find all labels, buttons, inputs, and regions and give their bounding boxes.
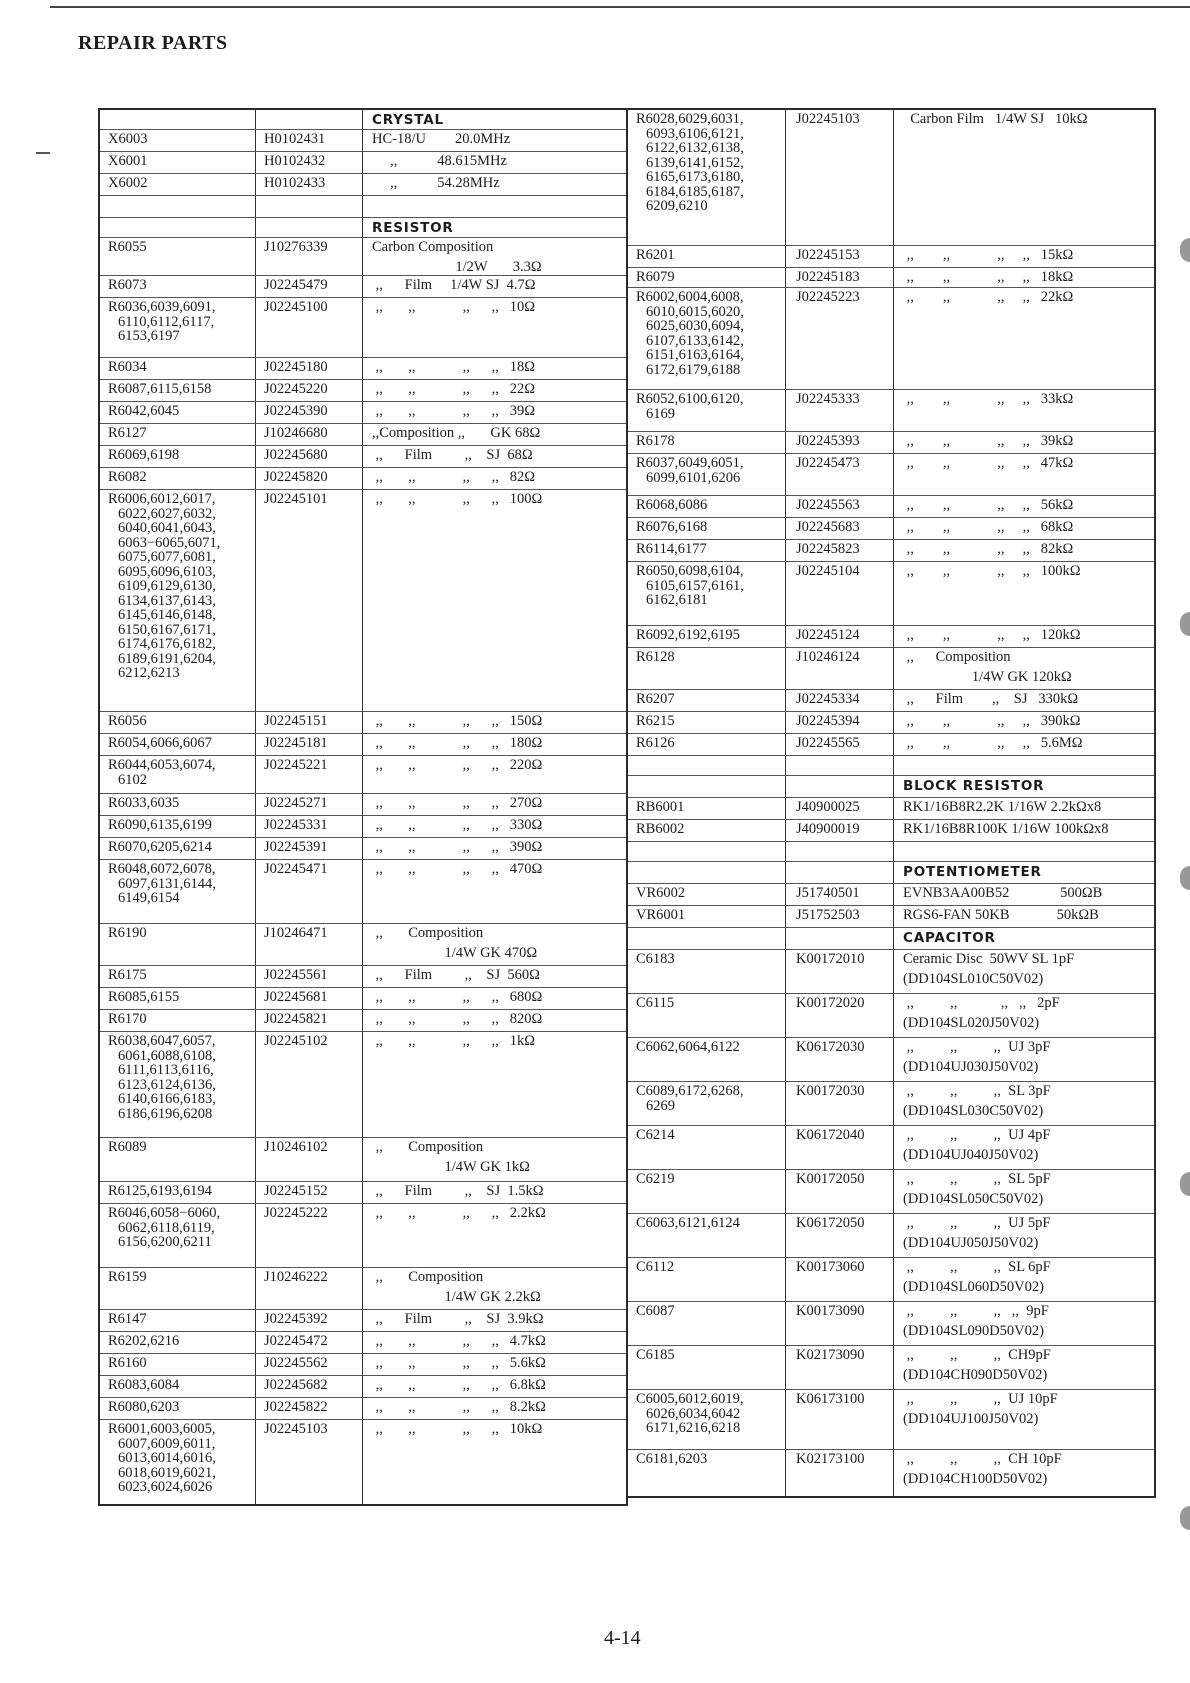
parts-row (100, 1204, 626, 1268)
part-number: J02245103 (796, 111, 860, 127)
parts-row (100, 1354, 626, 1376)
part-number: H0102432 (264, 153, 326, 169)
part-ref: R6070,6205,6214 (108, 839, 212, 855)
parts-row (628, 1258, 1154, 1302)
part-description: ,, ,, ,, ,, 56kΩ (903, 497, 1074, 513)
part-description: ,, ,, ,, SL 6pF (DD104SL060D50V02) (903, 1259, 1051, 1295)
parts-row (100, 1332, 626, 1354)
part-number: K06173100 (796, 1391, 865, 1407)
parts-row (100, 402, 626, 424)
part-description: ,, 54.28MHz (372, 175, 500, 191)
part-number: J10246471 (264, 925, 328, 941)
part-number: J02245183 (796, 269, 860, 285)
part-description: RK1/16B8R2.2K 1/16W 2.2kΩx8 (903, 799, 1102, 815)
section-title: CAPACITOR (903, 930, 996, 946)
part-number: J10246102 (264, 1139, 328, 1155)
parts-row (628, 884, 1154, 906)
part-ref: R6076,6168 (636, 519, 708, 535)
part-number: K00172020 (796, 995, 865, 1011)
part-description: ,, Composition 1/4W GK 120kΩ (903, 649, 1072, 685)
part-ref: RB6002 (636, 821, 685, 837)
part-ref: R6082 (108, 469, 147, 485)
parts-row (628, 562, 1154, 626)
part-number: J02245220 (264, 381, 328, 397)
part-description: ,, ,, ,, ,, 680Ω (372, 989, 543, 1005)
parts-row (628, 1082, 1154, 1126)
parts-row (628, 734, 1154, 756)
part-number: J02245333 (796, 391, 860, 407)
part-number: J51740501 (796, 885, 860, 901)
part-description: ,, ,, ,, ,, 5.6MΩ (903, 735, 1083, 751)
part-ref: C6112 (636, 1259, 675, 1275)
binding-hole (1180, 866, 1190, 890)
part-description: ,, ,, ,, ,, 150Ω (372, 713, 543, 729)
part-ref: R6055 (108, 239, 147, 255)
part-description: ,, Film ,, SJ 1.5kΩ (372, 1183, 544, 1199)
part-description: Ceramic Disc 50WV SL 1pF (DD104SL010C50V02) (903, 951, 1075, 987)
page-title: REPAIR PARTS (78, 32, 228, 54)
parts-row (100, 424, 626, 446)
parts-row (100, 794, 626, 816)
part-ref: R6080,6203 (108, 1399, 180, 1415)
part-number: K00173060 (796, 1259, 865, 1275)
part-description: ,, ,, ,, ,, 470Ω (372, 861, 543, 877)
part-ref: R6037,6049,6051, 6099,6101,6206 (636, 455, 744, 486)
parts-row (100, 924, 626, 966)
parts-row (100, 130, 626, 152)
part-ref: R6054,6066,6067 (108, 735, 212, 751)
parts-row (100, 380, 626, 402)
parts-row (100, 1376, 626, 1398)
parts-row (628, 1170, 1154, 1214)
parts-row (100, 712, 626, 734)
part-description: ,, ,, ,, ,, 1kΩ (372, 1033, 536, 1049)
part-number: K00172050 (796, 1171, 865, 1187)
part-number: J02245223 (796, 289, 860, 305)
section-header-row (628, 776, 1154, 798)
part-number: J40900025 (796, 799, 860, 815)
parts-row (100, 988, 626, 1010)
part-description: Carbon Film 1/4W SJ 10kΩ (903, 111, 1088, 127)
part-ref: C6183 (636, 951, 675, 967)
part-description: ,, ,, ,, ,, 68kΩ (903, 519, 1074, 535)
section-title: BLOCK RESISTOR (903, 778, 1045, 794)
part-number: J02245390 (264, 403, 328, 419)
part-ref: R6127 (108, 425, 147, 441)
part-description: ,, Film ,, SJ 560Ω (372, 967, 540, 983)
parts-row (100, 838, 626, 860)
part-ref: R6090,6135,6199 (108, 817, 212, 833)
part-description: ,, ,, ,, ,, 390Ω (372, 839, 543, 855)
parts-row (100, 816, 626, 838)
part-ref: R6089 (108, 1139, 147, 1155)
parts-row (100, 1268, 626, 1310)
part-number: K06172040 (796, 1127, 865, 1143)
part-description: ,, ,, ,, ,, 6.8kΩ (372, 1377, 546, 1393)
part-number: K00173090 (796, 1303, 865, 1319)
parts-row (628, 1214, 1154, 1258)
section-title: RESISTOR (372, 220, 454, 236)
part-ref: C6185 (636, 1347, 675, 1363)
part-number: J02245821 (264, 1011, 328, 1027)
parts-row (628, 1126, 1154, 1170)
parts-row (628, 1038, 1154, 1082)
section-title: CRYSTAL (372, 112, 444, 128)
part-number: J02245473 (796, 455, 860, 471)
part-number: J02245221 (264, 757, 328, 773)
parts-row (628, 690, 1154, 712)
part-number: J02245181 (264, 735, 328, 751)
part-ref: R6028,6029,6031, 6093,6106,6121, 6122,6132,6138, 6139,6141,6152, 6165,6173,6180, 6184,6185,6187, 6209,6210 (636, 111, 744, 214)
part-number: K02173090 (796, 1347, 865, 1363)
part-number: J02245562 (264, 1355, 328, 1371)
part-description: EVNB3AA00B52 500ΩB (903, 885, 1103, 901)
parts-row (100, 490, 626, 712)
part-number: J02245820 (264, 469, 328, 485)
part-description: ,,Composition ,, GK 68Ω (372, 425, 541, 441)
part-ref: R6114,6177 (636, 541, 707, 557)
page-number: 4-14 (604, 1627, 641, 1649)
part-number: H0102431 (264, 131, 326, 147)
parts-row (100, 238, 626, 276)
part-number: J10246124 (796, 649, 860, 665)
part-ref: R6085,6155 (108, 989, 180, 1005)
part-number: J02245104 (796, 563, 860, 579)
part-number: J10246680 (264, 425, 328, 441)
part-description: ,, ,, ,, SL 3pF (DD104SL030C50V02) (903, 1083, 1051, 1119)
part-number: J02245681 (264, 989, 328, 1005)
part-ref: X6003 (108, 131, 148, 147)
part-description: ,, ,, ,, ,, 22kΩ (903, 289, 1074, 305)
parts-row (100, 174, 626, 196)
part-number: J02245471 (264, 861, 328, 877)
part-number: J02245103 (264, 1421, 328, 1437)
part-description: ,, Film 1/4W SJ 4.7Ω (372, 277, 536, 293)
parts-row (100, 1138, 626, 1182)
part-ref: R6048,6072,6078, 6097,6131,6144, 6149,6154 (108, 861, 216, 906)
part-ref: C6181,6203 (636, 1451, 708, 1467)
section-title: POTENTIOMETER (903, 864, 1042, 880)
part-number: J02245823 (796, 541, 860, 557)
part-ref: R6056 (108, 713, 147, 729)
part-description: ,, ,, ,, ,, 2.2kΩ (372, 1205, 546, 1221)
part-description: RK1/16B8R100K 1/16W 100kΩx8 (903, 821, 1109, 837)
part-ref: R6190 (108, 925, 147, 941)
part-ref: C6089,6172,6268, 6269 (636, 1083, 744, 1114)
parts-row (628, 950, 1154, 994)
part-number: J02245822 (264, 1399, 328, 1415)
parts-row (100, 734, 626, 756)
part-ref: R6159 (108, 1269, 147, 1285)
part-description: ,, ,, ,, ,, 4.7kΩ (372, 1333, 546, 1349)
part-ref: R6052,6100,6120, 6169 (636, 391, 744, 422)
top-rule (50, 6, 1190, 8)
binding-hole (1180, 1506, 1190, 1530)
parts-row (628, 1450, 1154, 1496)
part-description: ,, ,, ,, ,, 22Ω (372, 381, 536, 397)
part-number: K06172030 (796, 1039, 865, 1055)
part-description: Carbon Composition 1/2W 3.3Ω (372, 239, 542, 275)
part-description: ,, Composition 1/4W GK 470Ω (372, 925, 538, 961)
part-ref: R6034 (108, 359, 147, 375)
part-ref: C6219 (636, 1171, 675, 1187)
part-ref: C6214 (636, 1127, 675, 1143)
part-description: ,, ,, ,, ,, 220Ω (372, 757, 543, 773)
parts-row (628, 432, 1154, 454)
part-ref: R6175 (108, 967, 147, 983)
part-number: J02245331 (264, 817, 328, 833)
part-ref: R6207 (636, 691, 675, 707)
part-number: J02245393 (796, 433, 860, 449)
part-description: ,, Film ,, SJ 68Ω (372, 447, 533, 463)
part-number: J02245392 (264, 1311, 328, 1327)
parts-row (100, 1398, 626, 1420)
part-description: ,, ,, ,, ,, 390kΩ (903, 713, 1081, 729)
part-description: ,, Composition 1/4W GK 1kΩ (372, 1139, 530, 1175)
part-ref: RB6001 (636, 799, 685, 815)
parts-row (628, 1390, 1154, 1450)
part-ref: R6147 (108, 1311, 147, 1327)
part-description: ,, ,, ,, ,, 180Ω (372, 735, 543, 751)
parts-row (628, 268, 1154, 288)
part-description: ,, ,, ,, SL 5pF (DD104SL050C50V02) (903, 1171, 1051, 1207)
part-number: J02245151 (264, 713, 328, 729)
parts-row (628, 648, 1154, 690)
part-ref: R6038,6047,6057, 6061,6088,6108, 6111,6113,6116, 6123,6124,6136, 6140,6166,6183, 6186,6196,6208 (108, 1033, 216, 1122)
section-header-row (100, 218, 626, 238)
part-ref: X6002 (108, 175, 148, 191)
part-ref: R6044,6053,6074, 6102 (108, 757, 216, 788)
part-number: J02245683 (796, 519, 860, 535)
part-ref: R6160 (108, 1355, 147, 1371)
part-number: J02245479 (264, 277, 328, 293)
parts-row (100, 1032, 626, 1138)
part-description: ,, ,, ,, ,, 5.6kΩ (372, 1355, 546, 1371)
part-number: J40900019 (796, 821, 860, 837)
part-description: ,, ,, ,, UJ 4pF (DD104UJ040J50V02) (903, 1127, 1051, 1163)
part-description: ,, ,, ,, ,, 15kΩ (903, 247, 1074, 263)
part-ref: R6087,6115,6158 (108, 381, 212, 397)
part-number: J02245561 (264, 967, 328, 983)
part-description: ,, ,, ,, ,, 9pF (DD104SL090D50V02) (903, 1303, 1049, 1339)
part-ref: R6001,6003,6005, 6007,6009,6011, 6013,6014,6016, 6018,6019,6021, 6023,6024,6026 (108, 1421, 216, 1495)
part-number: J51752503 (796, 907, 860, 923)
part-number: J02245152 (264, 1183, 328, 1199)
parts-row (628, 798, 1154, 820)
part-ref: R6046,6058−6060, 6062,6118,6119, 6156,6200,6211 (108, 1205, 221, 1250)
binding-hole (1180, 1172, 1190, 1196)
parts-row (100, 1010, 626, 1032)
part-number: J02245563 (796, 497, 860, 513)
part-description: RGS6-FAN 50KB 50kΩB (903, 907, 1099, 923)
parts-table-right (626, 108, 1156, 1498)
part-number: J02245101 (264, 491, 328, 507)
part-ref: R6125,6193,6194 (108, 1183, 212, 1199)
parts-table-left (98, 108, 628, 1506)
part-number: J02245222 (264, 1205, 328, 1221)
part-description: ,, ,, ,, ,, 82Ω (372, 469, 536, 485)
parts-row (628, 1302, 1154, 1346)
section-header-row (628, 862, 1154, 884)
part-number: J02245153 (796, 247, 860, 263)
part-number: J10246222 (264, 1269, 328, 1285)
part-description: ,, ,, ,, ,, 18kΩ (903, 269, 1074, 285)
part-description: ,, ,, ,, UJ 10pF (DD104UJ100J50V02) (903, 1391, 1058, 1427)
parts-row (628, 842, 1154, 862)
part-number: J02245472 (264, 1333, 328, 1349)
parts-row (100, 1420, 626, 1504)
part-description: ,, ,, ,, ,, 10Ω (372, 299, 536, 315)
part-description: ,, ,, ,, ,, 2pF (DD104SL020J50V02) (903, 995, 1060, 1031)
parts-row (628, 518, 1154, 540)
parts-row (100, 152, 626, 174)
parts-row (628, 712, 1154, 734)
part-description: ,, ,, ,, ,, 39Ω (372, 403, 536, 419)
part-number: H0102433 (264, 175, 326, 191)
binding-hole (1180, 612, 1190, 636)
part-number: J02245124 (796, 627, 860, 643)
part-number: K00172030 (796, 1083, 865, 1099)
part-description: HC-18/U 20.0MHz (372, 131, 511, 147)
part-description: ,, ,, ,, ,, 330Ω (372, 817, 543, 833)
parts-row (100, 358, 626, 380)
parts-row (100, 276, 626, 298)
part-description: ,, ,, ,, CH 10pF (DD104CH100D50V02) (903, 1451, 1062, 1487)
part-ref: VR6001 (636, 907, 686, 923)
part-number: J10276339 (264, 239, 328, 255)
parts-row (100, 1182, 626, 1204)
part-description: ,, ,, ,, UJ 5pF (DD104UJ050J50V02) (903, 1215, 1051, 1251)
part-ref: R6178 (636, 433, 675, 449)
part-description: ,, Film ,, SJ 3.9kΩ (372, 1311, 544, 1327)
part-ref: C6087 (636, 1303, 675, 1319)
section-header-row (628, 928, 1154, 950)
parts-row (628, 390, 1154, 432)
part-number: J02245391 (264, 839, 328, 855)
part-description: ,, ,, ,, ,, 47kΩ (903, 455, 1074, 471)
part-number: J02245271 (264, 795, 328, 811)
parts-row (100, 1310, 626, 1332)
part-ref: R6033,6035 (108, 795, 180, 811)
part-description: ,, ,, ,, ,, 8.2kΩ (372, 1399, 546, 1415)
part-description: ,, ,, ,, ,, 10kΩ (372, 1421, 543, 1437)
part-ref: R6042,6045 (108, 403, 180, 419)
parts-row (100, 860, 626, 924)
part-description: ,, ,, ,, ,, 39kΩ (903, 433, 1074, 449)
parts-row (628, 756, 1154, 776)
section-header-row (100, 110, 626, 130)
part-ref: R6050,6098,6104, 6105,6157,6161, 6162,6181 (636, 563, 744, 608)
part-description: ,, ,, ,, ,, 120kΩ (903, 627, 1081, 643)
parts-row (628, 1346, 1154, 1390)
part-ref: R6201 (636, 247, 675, 263)
part-ref: R6002,6004,6008, 6010,6015,6020, 6025,6030,6094, 6107,6133,6142, 6151,6163,6164, 6172,6179,6188 (636, 289, 744, 378)
parts-row (628, 110, 1154, 246)
parts-row (628, 906, 1154, 928)
part-description: ,, ,, ,, UJ 3pF (DD104UJ030J50V02) (903, 1039, 1051, 1075)
part-ref: R6069,6198 (108, 447, 180, 463)
part-ref: R6036,6039,6091, 6110,6112,6117, 6153,6197 (108, 299, 216, 344)
part-ref: R6083,6084 (108, 1377, 180, 1393)
part-number: J02245180 (264, 359, 328, 375)
part-number: J02245334 (796, 691, 860, 707)
part-ref: X6001 (108, 153, 148, 169)
part-ref: R6170 (108, 1011, 147, 1027)
part-number: K06172050 (796, 1215, 865, 1231)
part-ref: R6126 (636, 735, 675, 751)
part-description: ,, Film ,, SJ 330kΩ (903, 691, 1079, 707)
part-description: ,, ,, ,, ,, 820Ω (372, 1011, 543, 1027)
parts-row (100, 298, 626, 358)
part-description: ,, ,, ,, ,, 18Ω (372, 359, 536, 375)
part-number: J02245565 (796, 735, 860, 751)
part-ref: VR6002 (636, 885, 686, 901)
parts-row (628, 246, 1154, 268)
part-description: ,, ,, ,, ,, 100Ω (372, 491, 543, 507)
part-description: ,, ,, ,, CH9pF (DD104CH090D50V02) (903, 1347, 1051, 1383)
parts-row (628, 820, 1154, 842)
parts-row (100, 468, 626, 490)
part-ref: R6202,6216 (108, 1333, 180, 1349)
part-number: J02245394 (796, 713, 860, 729)
part-description: ,, ,, ,, ,, 270Ω (372, 795, 543, 811)
part-ref: R6073 (108, 277, 147, 293)
parts-row (628, 288, 1154, 390)
part-ref: C6005,6012,6019, 6026,6034,6042 6171,6216,6218 (636, 1391, 744, 1436)
part-number: K00172010 (796, 951, 865, 967)
parts-row (628, 454, 1154, 496)
part-ref: R6079 (636, 269, 675, 285)
part-ref: C6063,6121,6124 (636, 1215, 740, 1231)
part-ref: R6092,6192,6195 (636, 627, 740, 643)
parts-row (628, 994, 1154, 1038)
part-number: K02173100 (796, 1451, 865, 1467)
part-description: ,, Composition 1/4W GK 2.2kΩ (372, 1269, 541, 1305)
parts-row (628, 496, 1154, 518)
part-description: ,, 48.615MHz (372, 153, 507, 169)
part-description: ,, ,, ,, ,, 100kΩ (903, 563, 1081, 579)
binding-hole (1180, 238, 1190, 262)
parts-row (100, 446, 626, 468)
part-ref: R6006,6012,6017, 6022,6027,6032, 6040,6041,6043, 6063−6065,6071, 6075,6077,6081, 6095,6096,6103, 6109,6129,6130, 6134,6137,6143, 6145,6146,6148, 6150,6167,6171, 6174,6176,6182, 6189,6191,6204, 6212,6213 (108, 491, 221, 681)
part-ref: R6068,6086 (636, 497, 708, 513)
parts-row (100, 756, 626, 794)
parts-row (100, 966, 626, 988)
part-ref: R6215 (636, 713, 675, 729)
part-ref: C6115 (636, 995, 675, 1011)
part-number: J02245680 (264, 447, 328, 463)
part-number: J02245102 (264, 1033, 328, 1049)
part-description: ,, ,, ,, ,, 33kΩ (903, 391, 1074, 407)
part-number: J02245682 (264, 1377, 328, 1393)
part-ref: R6128 (636, 649, 675, 665)
part-description: ,, ,, ,, ,, 82kΩ (903, 541, 1074, 557)
parts-row (100, 196, 626, 218)
part-ref: C6062,6064,6122 (636, 1039, 740, 1055)
parts-row (628, 626, 1154, 648)
part-number: J02245100 (264, 299, 328, 315)
margin-mark (36, 152, 50, 154)
parts-row (628, 540, 1154, 562)
